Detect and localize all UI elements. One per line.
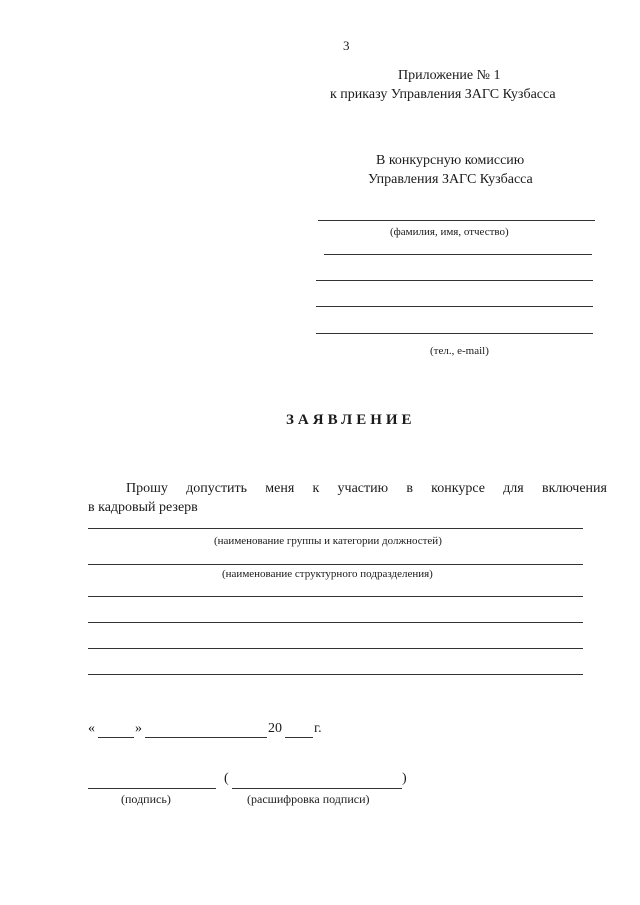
applicant-name-line[interactable] — [318, 220, 595, 221]
body-first-line — [126, 481, 607, 497]
date-day-line[interactable] — [98, 737, 134, 738]
date-year-line[interactable] — [285, 737, 313, 738]
annex-order-reference: к приказу Управления ЗАГС Кузбасса — [330, 87, 556, 102]
body-second-line: в кадровый резерв — [88, 500, 198, 515]
body-word: меня — [265, 481, 295, 496]
body-word: участию — [337, 481, 389, 496]
annex-title: Приложение № 1 — [398, 68, 501, 83]
addressee-line-2: Управления ЗАГС Кузбасса — [368, 172, 533, 187]
extra-line-2[interactable] — [88, 622, 583, 623]
applicant-contact-caption: (тел., e-mail) — [430, 345, 489, 357]
signature-decode-caption: (расшифровка подписи) — [247, 792, 370, 806]
position-group-caption: (наименование группы и категории должностей) — [214, 535, 442, 547]
page-number: 3 — [343, 38, 350, 53]
body-word: к — [312, 481, 320, 496]
date-open-quote: « — [88, 721, 95, 736]
body-word: допустить — [186, 481, 248, 496]
applicant-line-4[interactable] — [316, 306, 593, 307]
addressee-line-1: В конкурсную комиссию — [376, 153, 525, 168]
signature-caption: (подпись) — [121, 792, 171, 806]
body-word: Прошу — [126, 481, 168, 496]
date-month-line[interactable] — [145, 737, 267, 738]
decode-close-paren: ) — [402, 771, 407, 786]
position-group-line[interactable] — [88, 528, 583, 529]
date-year-prefix: 20 — [268, 721, 282, 736]
decode-open-paren: ( — [224, 771, 229, 786]
applicant-line-2[interactable] — [324, 254, 592, 255]
body-word: для — [503, 481, 524, 496]
applicant-contact-line[interactable] — [316, 333, 593, 334]
structural-unit-line[interactable] — [88, 564, 583, 565]
date-year-suffix: г. — [314, 721, 322, 736]
signature-decode-line[interactable] — [232, 788, 402, 789]
body-word: в — [406, 481, 413, 496]
applicant-line-3[interactable] — [316, 280, 593, 281]
applicant-name-caption: (фамилия, имя, отчество) — [390, 226, 509, 238]
extra-line-3[interactable] — [88, 648, 583, 649]
structural-unit-caption: (наименование структурного подразделения) — [222, 568, 433, 580]
body-word: включения — [541, 481, 607, 496]
extra-line-1[interactable] — [88, 596, 583, 597]
extra-line-4[interactable] — [88, 674, 583, 675]
document-title: ЗАЯВЛЕНИЕ — [286, 412, 416, 428]
body-word: конкурсе — [431, 481, 485, 496]
date-close-quote: » — [135, 721, 142, 736]
signature-line[interactable] — [88, 788, 216, 789]
